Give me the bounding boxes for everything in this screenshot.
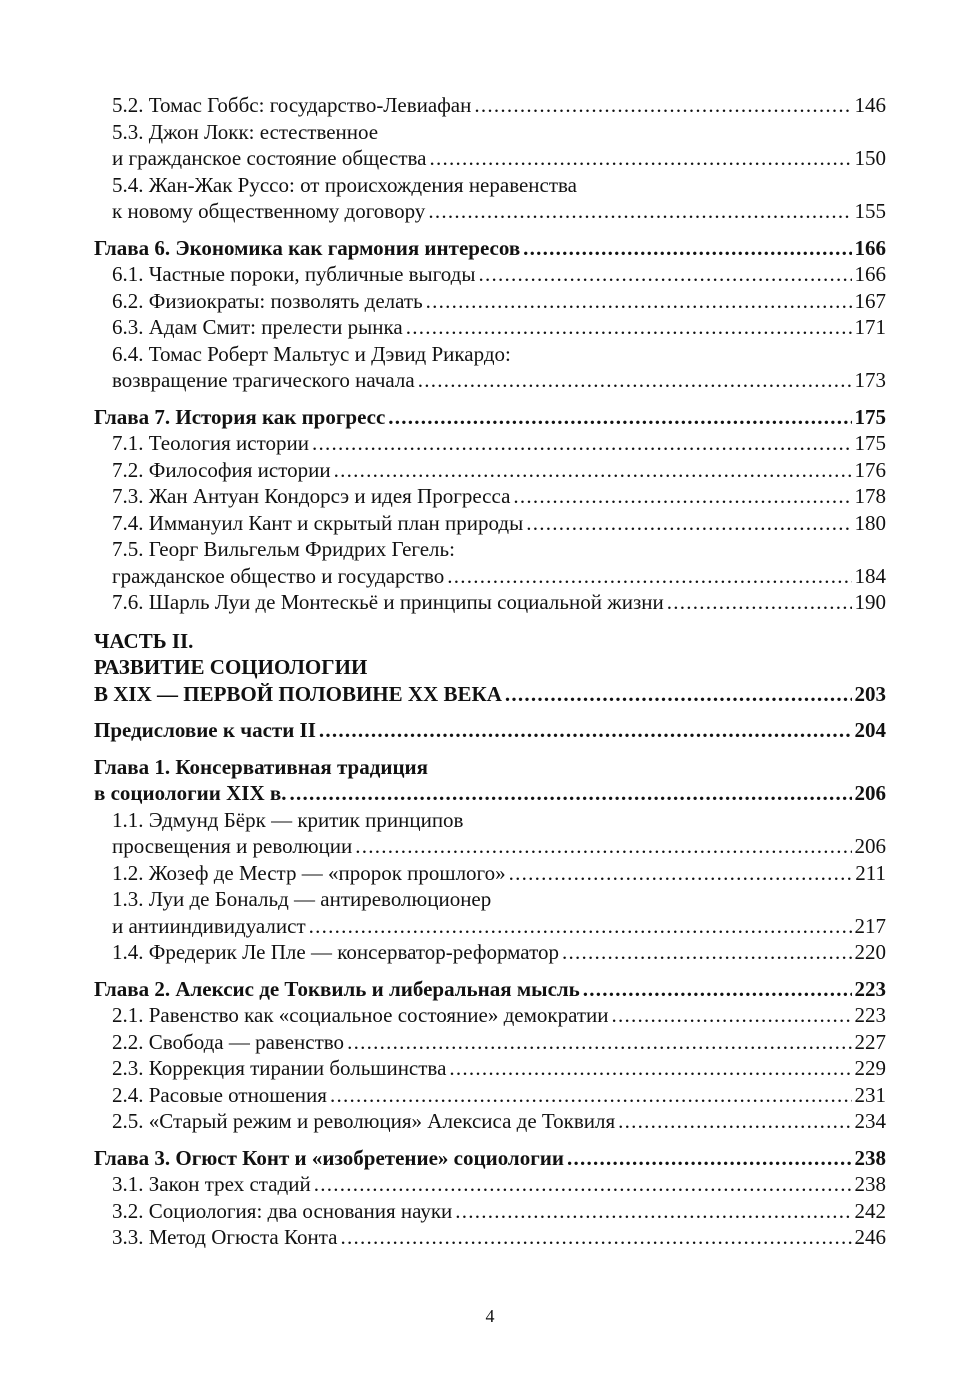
toc-entry-line (94, 976, 886, 1003)
toc-section-entry (94, 457, 886, 484)
toc-entry-title: и гражданское состояние общества (112, 146, 427, 170)
toc-page-number: 178 (854, 484, 886, 508)
dot-leader (523, 235, 851, 262)
dot-leader (667, 589, 852, 616)
toc-part-entry (94, 628, 886, 708)
toc-entry-line (94, 235, 886, 262)
toc-entry-line (112, 1082, 886, 1109)
toc-section-entry (94, 536, 886, 589)
toc-entry-line (112, 341, 886, 368)
dot-leader (509, 860, 853, 887)
dot-leader (406, 314, 852, 341)
dot-leader (312, 430, 852, 457)
toc-page-number: 190 (854, 590, 886, 614)
toc-entry-line (94, 1145, 886, 1172)
toc-chapter-entry (94, 754, 886, 807)
toc-entry-title: В XIX — ПЕРВОЙ ПОЛОВИНЕ XX ВЕКА (94, 681, 502, 706)
toc-section-entry (94, 1198, 886, 1225)
dot-leader (562, 939, 852, 966)
toc-entry-line (112, 510, 886, 537)
toc-entry-title: 1.2. Жозеф де Местр — «пророк прошлого» (112, 860, 506, 885)
toc-entry-line (94, 780, 886, 807)
toc-entry-line (112, 288, 886, 315)
toc-entry-line (94, 754, 886, 781)
dot-leader (319, 717, 852, 744)
toc-section-entry (94, 1055, 886, 1082)
toc-page-number: 223 (854, 1003, 886, 1027)
toc-entry-title: 2.5. «Старый режим и революция» Алексиса де Токвиля (112, 1109, 616, 1133)
toc-entry-title: 3.1. Закон трех стадий (112, 1172, 311, 1196)
toc-page-number: 204 (854, 718, 886, 742)
toc-section-entry (94, 510, 886, 537)
toc-section-entry (94, 939, 886, 966)
toc-entry-line (112, 1108, 886, 1135)
dot-leader (505, 681, 852, 708)
toc-entry-line (94, 654, 886, 681)
toc-section-entry (94, 860, 886, 887)
toc-entry-title: 1.3. Луи де Бональд — антиреволюционер (112, 887, 492, 911)
toc-page-number: 229 (854, 1056, 886, 1080)
toc-entry-title: в социологии XIX в. (94, 781, 287, 805)
toc-entry-title: 7.1. Теология истории (112, 431, 309, 455)
dot-leader (430, 145, 852, 172)
toc-entry-line (112, 1198, 886, 1225)
toc-entry-title: 5.4. Жан-Жак Руссо: от происхождения неравенства (112, 172, 578, 197)
toc-section-entry (94, 92, 886, 119)
toc-entry-line (112, 172, 886, 199)
toc-entry-line (112, 1171, 886, 1198)
toc-page-number: 167 (854, 288, 886, 313)
toc-entry-line (112, 261, 886, 288)
toc-entry-title: 7.4. Иммануил Кант и скрытый план природы (112, 510, 524, 535)
toc-entry-line (112, 119, 886, 146)
toc-entry-title: РАЗВИТИЕ СОЦИОЛОГИИ (94, 655, 368, 679)
toc-entry-line (112, 198, 886, 225)
toc-section-entry (94, 589, 886, 616)
toc-section-entry (94, 314, 886, 341)
dot-leader (388, 404, 851, 431)
toc-section-entry (94, 807, 886, 860)
toc-entry-title: 2.2. Свобода — равенство (112, 1029, 345, 1054)
toc-page-number: 238 (854, 1172, 886, 1196)
dot-leader (449, 1055, 851, 1082)
dot-leader (340, 1224, 851, 1251)
toc-entry-title: Глава 3. Огюст Конт и «изобретение» социологии (94, 1145, 564, 1170)
dot-leader (474, 92, 851, 119)
toc-page-number: 176 (854, 457, 886, 482)
toc-page-number: 211 (855, 860, 886, 885)
toc-page-number: 146 (854, 93, 886, 117)
toc-page-number: 175 (854, 431, 886, 455)
toc-page-number: 166 (854, 235, 886, 260)
toc-page-number: 180 (854, 510, 886, 535)
toc-page-number: 171 (854, 315, 886, 339)
dot-leader (612, 1002, 852, 1029)
toc-section-entry (94, 288, 886, 315)
toc-page-number: 246 (854, 1225, 886, 1249)
toc-page-number: 173 (854, 368, 886, 392)
toc-entry-title: 2.4. Расовые отношения (112, 1082, 327, 1107)
toc-entry-title: 5.3. Джон Локк: естественное (112, 119, 379, 144)
toc-section-entry (94, 1029, 886, 1056)
toc-entry-line (112, 430, 886, 457)
toc-entry-line (112, 536, 886, 563)
toc-page-number: 217 (854, 913, 886, 938)
toc-entry-title: 7.5. Георг Вильгельм Фридрих Гегель: (112, 537, 455, 561)
dot-leader (478, 261, 851, 288)
toc-page-number: 231 (854, 1082, 886, 1107)
dot-leader (455, 1198, 851, 1225)
toc-entry-title: возвращение трагического начала (112, 368, 415, 392)
toc-entry-title: Глава 2. Алексис де Токвиль и либеральная мысль (94, 976, 580, 1001)
toc-entry-title: Предисловие к части II (94, 718, 316, 742)
toc-entry-line (94, 681, 886, 708)
toc-entry-line (112, 92, 886, 119)
toc-section-entry (94, 1224, 886, 1251)
toc-entry-title: и антииндивидуалист (112, 913, 306, 938)
toc-entry-title: 7.3. Жан Антуан Кондорсэ и идея Прогресса (112, 484, 511, 508)
toc-entry-title: ЧАСТЬ II. (94, 628, 194, 653)
toc-page-number: 155 (854, 199, 886, 223)
toc-entry-line (112, 807, 886, 834)
toc-entry-line (112, 860, 886, 887)
toc-entry-title: 6.2. Физиократы: позволять делать (112, 288, 423, 313)
toc-page-number: 238 (854, 1145, 886, 1170)
toc-page-number: 203 (854, 681, 886, 706)
dot-leader (355, 833, 851, 860)
toc-entry-title: 3.2. Социология: два основания науки (112, 1198, 453, 1223)
toc-chapter-entry (94, 235, 886, 262)
toc-chapter-entry (94, 976, 886, 1003)
page-number: 4 (485, 1306, 495, 1326)
toc-section-entry (94, 1002, 886, 1029)
toc-chapter-entry (94, 1145, 886, 1172)
toc-entry-title: 5.2. Томас Гоббс: государство-Левиафан (112, 93, 472, 117)
toc-entry-line (112, 589, 886, 616)
dot-leader (314, 1171, 852, 1198)
toc-page-number: 234 (854, 1109, 886, 1133)
toc-entry-line (112, 1002, 886, 1029)
toc-page-number: 220 (854, 940, 886, 964)
toc-entry-title: 6.3. Адам Смит: прелести рынка (112, 315, 403, 339)
toc-section-entry (94, 261, 886, 288)
toc-page-number: 150 (854, 146, 886, 170)
toc-entry-title: Глава 7. История как прогресс (94, 404, 386, 429)
dot-leader (309, 913, 852, 940)
dot-leader (428, 198, 851, 225)
toc-entry-title: 1.1. Эдмунд Бёрк — критик принципов (112, 807, 464, 832)
toc-chapter-entry (94, 404, 886, 431)
toc-chapter-entry (94, 717, 886, 744)
dot-leader (618, 1108, 851, 1135)
toc-section-entry (94, 1108, 886, 1135)
toc-section-entry (94, 886, 886, 939)
dot-leader (289, 780, 851, 807)
toc-section-entry (94, 483, 886, 510)
toc-page-number: 166 (854, 262, 886, 286)
toc-entry-title: 7.2. Философия истории (112, 457, 331, 482)
toc-section-entry (94, 430, 886, 457)
dot-leader (447, 563, 851, 590)
toc-entry-line (112, 886, 886, 913)
toc-entry-title: просвещения и революции (112, 834, 353, 858)
toc-entry-line (112, 1055, 886, 1082)
toc-entry-line (94, 404, 886, 431)
toc-entry-title: 1.4. Фредерик Ле Пле — консерватор-реформатор (112, 940, 559, 964)
toc-section-entry (94, 341, 886, 394)
dot-leader (526, 510, 851, 537)
toc-entry-line (112, 1029, 886, 1056)
toc-entry-line (112, 483, 886, 510)
dot-leader (418, 367, 852, 394)
toc-entry-line (112, 145, 886, 172)
toc-entry-title: Глава 6. Экономика как гармония интересов (94, 235, 521, 260)
toc-entry-line (94, 717, 886, 744)
toc-page-number: 206 (854, 834, 886, 858)
toc-entry-title: 6.4. Томас Роберт Мальтус и Дэвид Рикардо: (112, 341, 511, 366)
dot-leader (347, 1029, 851, 1056)
dot-leader (330, 1082, 852, 1109)
toc-entry-line (112, 833, 886, 860)
toc-entry-line (112, 367, 886, 394)
table-of-contents (94, 92, 886, 1251)
toc-page-number: 206 (854, 781, 886, 805)
toc-entry-title: Глава 1. Консервативная традиция (94, 754, 429, 779)
dot-leader (426, 288, 852, 315)
dot-leader (583, 976, 852, 1003)
toc-entry-line (112, 939, 886, 966)
toc-entry-line (112, 563, 886, 590)
toc-entry-line (94, 628, 886, 655)
toc-page-number: 242 (854, 1198, 886, 1223)
toc-entry-title: 2.1. Равенство как «социальное состояние» демократии (112, 1003, 609, 1027)
toc-entry-line (112, 913, 886, 940)
toc-entry-title: 7.6. Шарль Луи де Монтескьё и принципы социальной жизни (112, 590, 664, 614)
toc-entry-title: 6.1. Частные пороки, публичные выгоды (112, 262, 476, 286)
toc-entry-title: 3.3. Метод Огюста Конта (112, 1225, 338, 1249)
toc-entry-title: гражданское общество и государство (112, 563, 445, 588)
toc-section-entry (94, 1082, 886, 1109)
toc-page-number: 184 (854, 563, 886, 588)
toc-section-entry (94, 119, 886, 172)
toc-page-number: 175 (854, 404, 886, 429)
dot-leader (513, 483, 851, 510)
toc-entry-line (112, 314, 886, 341)
toc-entry-line (112, 1224, 886, 1251)
dot-leader (567, 1145, 852, 1172)
toc-section-entry (94, 1171, 886, 1198)
toc-entry-title: 2.3. Коррекция тирании большинства (112, 1056, 447, 1080)
toc-page-number: 227 (854, 1029, 886, 1054)
toc-entry-title: к новому общественному договору (112, 199, 426, 223)
toc-entry-line (112, 457, 886, 484)
toc-section-entry (94, 172, 886, 225)
toc-page-number: 223 (854, 976, 886, 1001)
dot-leader (334, 457, 852, 484)
